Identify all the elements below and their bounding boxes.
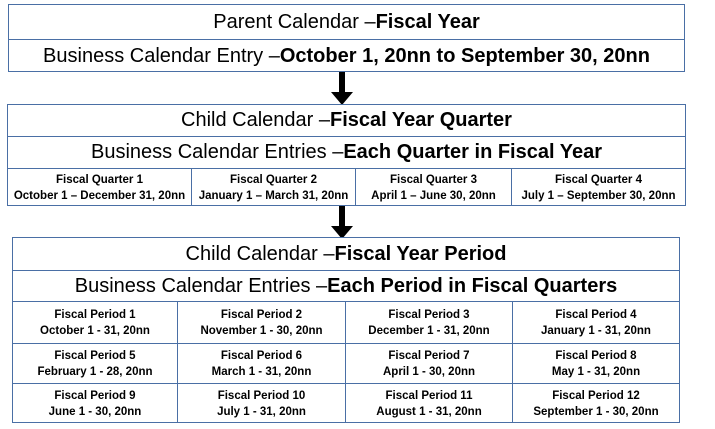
period-name: Fiscal Period 6 [220,349,303,362]
period-name: Fiscal Period 10 [217,389,306,402]
period-entry-bold: Each Period in Fiscal Quarters [327,274,618,297]
parent-calendar-box [8,4,685,72]
period-title-bold: Fiscal Year Period [334,242,507,265]
period-name: Fiscal Period 1 [54,308,136,321]
period-range: May 1 - 31, 20nn [551,365,641,378]
quarter-range: April 1 – June 30, 20nn [371,189,496,202]
quarter-name: Fiscal Quarter 2 [230,173,317,186]
period-name: Fiscal Period 12 [552,389,640,402]
quarter-title-bold: Fiscal Year Quarter [330,109,512,131]
period-cell [178,384,346,423]
parent-entry-plain: Business Calendar Entry – [43,45,280,67]
quarter-range: July 1 – September 30, 20nn [521,189,676,202]
period-range: August 1 - 31, 20nn [376,405,482,418]
down-arrow-2 [331,206,353,240]
period-cell [513,302,679,344]
period-cell [513,344,679,384]
period-range: July 1 - 31, 20nn [217,405,306,418]
quarter-cell [192,169,356,206]
parent-title-plain: Parent Calendar – [213,10,376,33]
period-grid [13,301,679,423]
period-title-plain: Child Calendar – [185,242,335,265]
quarter-cell [512,169,685,206]
period-cell [178,302,346,344]
period-range: February 1 - 28, 20nn [37,365,153,378]
period-name: Fiscal Period 3 [388,308,470,321]
parent-title-bold: Fiscal Year [375,10,480,33]
period-range: April 1 - 30, 20nn [382,365,476,378]
period-range: November 1 - 30, 20nn [200,324,323,337]
period-range: December 1 - 31, 20nn [368,324,490,337]
parent-entry-bold: October 1, 20nn to September 30, 20nn [279,45,650,67]
quarter-range: October 1 – December 31, 20nn [13,189,186,202]
quarter-grid [8,168,685,206]
period-range: June 1 - 30, 20nn [48,405,142,418]
quarter-calendar-entry [8,136,685,168]
period-range: October 1 - 31, 20nn [40,324,150,337]
quarter-name: Fiscal Quarter 3 [390,173,477,186]
period-name: Fiscal Period 11 [385,389,473,402]
period-cell [13,384,178,423]
period-cell [13,344,178,384]
quarter-entry-bold: Each Quarter in Fiscal Year [343,141,602,163]
period-calendar-entry [13,270,679,301]
period-name: Fiscal Period 5 [54,349,136,362]
parent-calendar-title [9,5,684,39]
period-entry-plain: Business Calendar Entries – [74,274,328,297]
parent-calendar-entry [9,39,684,73]
period-cell [346,344,513,384]
quarter-title-plain: Child Calendar – [181,109,330,131]
period-cell [346,302,513,344]
quarter-entry-plain: Business Calendar Entries – [90,141,344,163]
period-range: September 1 - 30, 20nn [533,405,659,418]
period-range: January 1 - 31, 20nn [541,324,651,337]
quarter-cell [8,169,192,206]
quarter-calendar-title [8,105,685,136]
period-name: Fiscal Period 4 [555,308,637,321]
period-cell [346,384,513,423]
quarter-name: Fiscal Quarter 1 [56,173,143,186]
quarter-range: January 1 – March 31, 20nn [198,189,349,202]
period-range: March 1 - 31, 20nn [211,365,312,378]
period-cell [13,302,178,344]
child-period-calendar-box [12,237,680,423]
period-name: Fiscal Period 7 [388,349,470,362]
period-cell [513,384,679,423]
period-calendar-title [13,238,679,270]
down-arrow-1 [331,72,353,106]
child-quarter-calendar-box [7,104,686,206]
period-name: Fiscal Period 9 [54,389,136,402]
quarter-cell [356,169,512,206]
period-cell [178,344,346,384]
period-name: Fiscal Period 2 [220,308,303,321]
quarter-name: Fiscal Quarter 4 [555,173,642,186]
period-name: Fiscal Period 8 [555,349,637,362]
